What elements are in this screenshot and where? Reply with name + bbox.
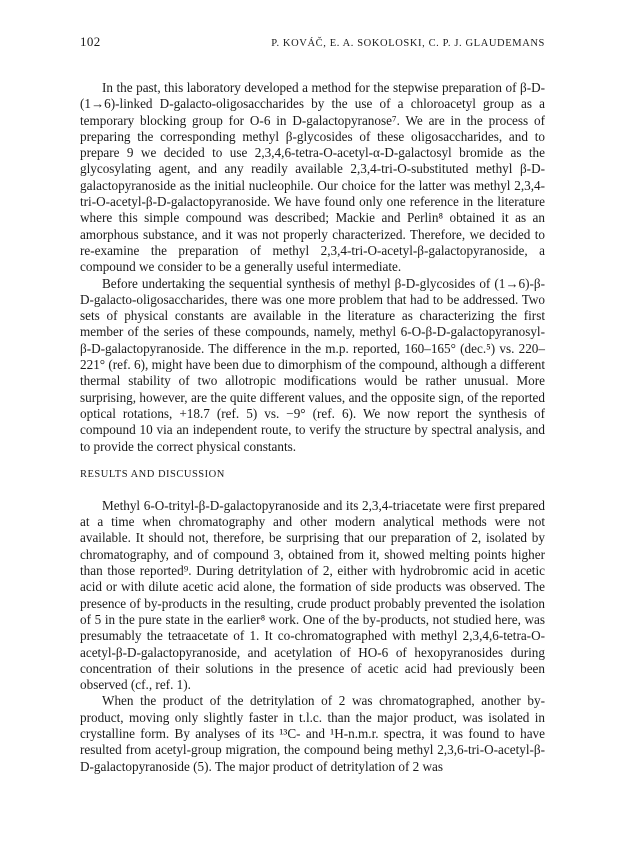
section-heading: RESULTS AND DISCUSSION (80, 468, 225, 480)
running-header-authors: P. KOVÁČ, E. A. SOKOLOSKI, C. P. J. GLAUDEMANS (271, 38, 545, 49)
paper-page (80, 34, 545, 775)
page-number: 102 (80, 34, 101, 49)
results-paragraph-1: Methyl 6-O-trityl-β-D-galactopyranoside and its 2,3,4-triacetate were first prepared at a time when chromatography and other modern analytical methods were not available. It should not, therefore, be surprising that our preparation of 2, isolated by chromatography, and of compound 3, obtained from it, showed melting points higher than those reported⁹. During detritylation of 2, either with hydrobromic acid in acetic acid or with dilute acetic acid alone, the formation of side products was observed. The presence of by-products in the resulting, crude product probably prevented the isolation of 5 in the pure state in the earlier⁸ work. One of the by-products, not studied here, was presumably the tetraacetate of 1. It co-chromatographed with methyl 2,3,4,6-tetra-O-acetyl-β-D-galactopyranoside, and acetylation of HO-6 of hexopyranosides during concentration of their solutions in the presence of acetic acid had previously been observed (cf., ref. 1). (80, 497, 545, 693)
intro-paragraph-1: In the past, this laboratory developed a method for the stepwise preparation of β-D-(1→6)-linked D-galacto-oligosaccharides by the use of a chloroacetyl group as a temporary blocking group for O-6 in D-galactopyranose⁷. We are in the process of preparing the corresponding methyl β-glycosides of these oligosaccharides, and to prepare 9 we decided to use 2,3,4,6-tetra-O-acetyl-α-D-galactosyl bromide as the glycosylating agent, and any readily available 2,3,4-tri-O-substituted methyl β-D-galactopyranoside as the initial nucleophile. Our choice for the latter was methyl 2,3,4-tri-O-acetyl-β-D-galactopyranoside. We have found only one reference in the literature where this simple compound was described; Mackie and Perlin⁸ obtained it as an amorphous substance, and it was not properly characterized. Therefore, we decided to re-examine the preparation of methyl 2,3,4-tri-O-acetyl-β-galactopyranoside, a compound we consider to be a generally useful intermediate. (80, 80, 545, 275)
running-header (80, 34, 545, 50)
results-paragraph-2: When the product of the detritylation of 2 was chromatographed, another by-product, moving only slightly faster in t.l.c. than the major product, was isolated in crystalline form. By analyses of its ¹³C- and ¹H-n.m.r. spectra, it was found to have resulted from acetyl-group migration, the compound being methyl 2,3,6-tri-O-acetyl-β-D-galactopyranoside (5). The major product of detritylation of 2 was (80, 693, 545, 774)
intro-paragraph-2: Before undertaking the sequential synthesis of methyl β-D-glycosides of (1→6)-β-D-galacto-oligosaccharides, there was one more problem that had to be addressed. Two sets of physical constants are available in the literature as characterizing the first member of the series of these compounds, namely, methyl 6-O-β-D-galactopyranosyl-β-D-galactopyranoside. The difference in the m.p. reported, 160–165° (dec.⁵) vs. 220–221° (ref. 6), might have been due to dimorphism of the compound, although a different thermal stability of two allotropic modifications would be rather unusual. More surprising, however, are the quite different values, and the opposite sign, of the reported optical rotations, +18.7 (ref. 5) vs. −9° (ref. 6). We now report the synthesis of compound 10 via an independent route, to verify the structure by spectral analysis, and to provide the correct physical constants. (80, 275, 545, 454)
